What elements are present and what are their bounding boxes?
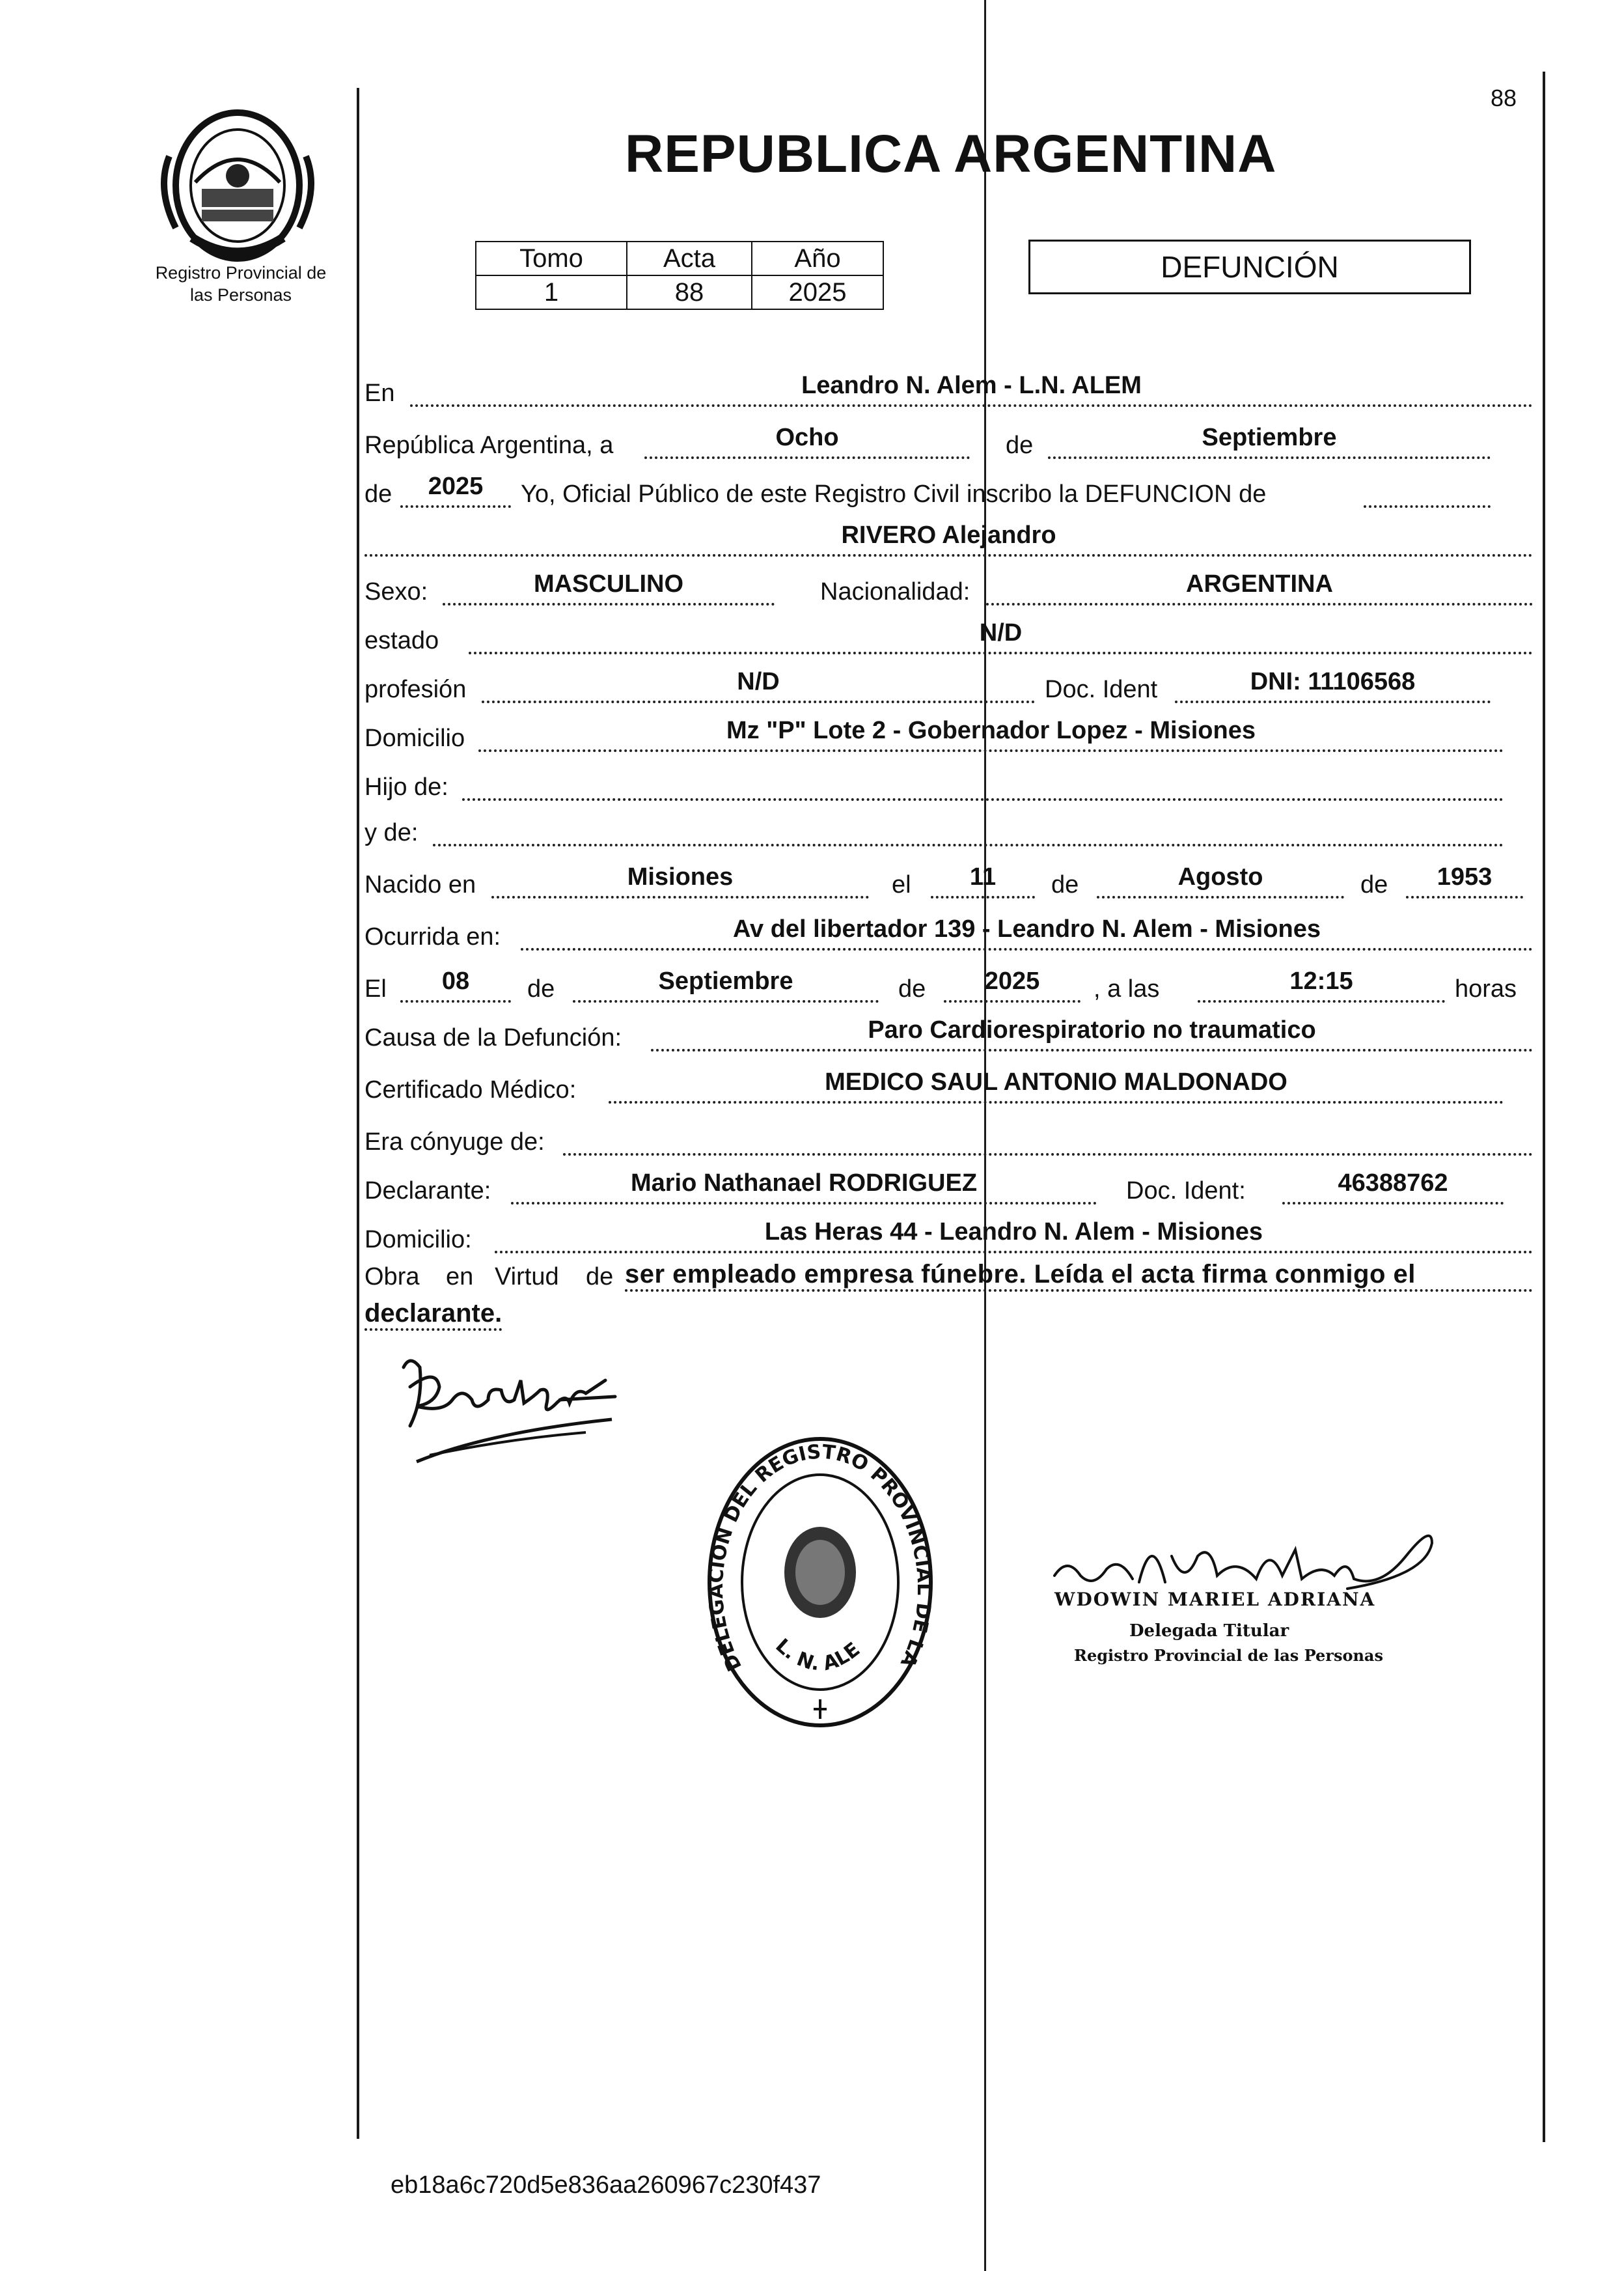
label-obra-de: de [586, 1263, 614, 1290]
record-table [475, 241, 884, 310]
label-hijo-de: Hijo de: [365, 773, 448, 801]
value-domicilio-declarante: Las Heras 44 - Leandro N. Alem - Misiones [764, 1218, 1263, 1246]
header-anio: Año [752, 242, 883, 275]
registry-label [130, 262, 351, 306]
label-sexo: Sexo: [365, 578, 428, 606]
left-margin-rule [357, 88, 359, 2139]
label-doc-ident: Doc. Ident [1045, 676, 1158, 703]
row-fecha-inscripcion [365, 420, 1533, 462]
field-nacionalidad [986, 566, 1533, 606]
value-fecha-anio: 2025 [984, 968, 1040, 995]
registry-label-line2: las Personas [189, 285, 292, 305]
label-nacido-en: Nacido en [365, 871, 476, 899]
value-certificado: MEDICO SAUL ANTONIO MALDONADO [825, 1068, 1287, 1096]
label-inscribo: Yo, Oficial Público de este Registro Civil inscribo la DEFUNCION de [521, 481, 1267, 508]
label-de-6: de [898, 975, 926, 1003]
field-anio [400, 469, 511, 508]
field-fecha-dia [400, 964, 511, 1003]
field-hora [1198, 964, 1445, 1003]
value-declarante-doc: 46388762 [1338, 1169, 1448, 1197]
header-tomo: Tomo [476, 242, 627, 275]
signatory-office: Registro Provincial de las Personas [1074, 1646, 1383, 1665]
field-domicilio [478, 713, 1504, 752]
value-acta: 88 [627, 275, 752, 309]
field-profesion [482, 664, 1035, 703]
label-declarante: Declarante: [365, 1177, 491, 1205]
row-domicilio-declarante [365, 1214, 1533, 1256]
value-causa: Paro Cardiorespiratorio no traumatico [868, 1016, 1316, 1044]
value-obra-texto: ser empleado empresa fúnebre. Leída el acta firma conmigo el [625, 1260, 1533, 1292]
page-title: REPUBLICA ARGENTINA [625, 124, 1277, 184]
label-el-cap: El [365, 975, 387, 1003]
label-el: el [892, 871, 911, 899]
value-documento: DNI: 11106568 [1250, 668, 1416, 695]
field-ocurrida-en [521, 912, 1533, 951]
misiones-coat-of-arms-icon [156, 98, 319, 273]
row-y-de [365, 807, 1533, 849]
value-nacido-en: Misiones [627, 863, 734, 891]
value-hora: 12:15 [1289, 968, 1353, 995]
record-table-header-row [476, 242, 883, 275]
field-inscribo-blank [1364, 469, 1491, 508]
field-lugar [410, 368, 1533, 407]
value-tomo: 1 [476, 275, 627, 309]
label-de-1: de [1006, 432, 1034, 459]
row-nacimiento [365, 859, 1533, 901]
field-causa [651, 1012, 1533, 1052]
field-nacido-mes [1097, 859, 1344, 899]
label-obra: Obra [365, 1263, 420, 1290]
declarant-signature [391, 1341, 625, 1484]
label-obra-virtud: Virtud [495, 1263, 559, 1290]
value-estado: N/D [979, 619, 1023, 647]
field-documento [1175, 664, 1491, 703]
label-conyuge: Era cónyuge de: [365, 1128, 545, 1156]
row-profesion [365, 664, 1533, 706]
label-republica: República Argentina, a [365, 432, 614, 459]
row-inscripcion [365, 469, 1533, 510]
signatory-role: Delegada Titular [1129, 1621, 1289, 1641]
document-hash: eb18a6c720d5e836aa260967c230f437 [391, 2171, 821, 2199]
field-declarante-doc [1282, 1165, 1504, 1205]
value-mes: Septiembre [1202, 424, 1337, 451]
row-conyuge [365, 1117, 1533, 1158]
value-nacido-dia: 11 [969, 863, 997, 891]
row-lugar [365, 368, 1533, 410]
label-de-2: de [365, 481, 392, 508]
label-certificado: Certificado Médico: [365, 1076, 577, 1104]
label-causa: Causa de la Defunción: [365, 1024, 622, 1052]
value-nacido-anio: 1953 [1437, 863, 1493, 891]
value-sexo: MASCULINO [533, 570, 684, 598]
value-lugar: Leandro N. Alem - L.N. ALEM [801, 372, 1142, 399]
value-nacido-mes: Agosto [1177, 863, 1263, 891]
label-nacionalidad: Nacionalidad: [820, 578, 970, 606]
value-profesion: N/D [737, 668, 780, 695]
record-table-value-row [476, 275, 883, 309]
field-nombre [365, 518, 1533, 557]
label-de-5: de [527, 975, 555, 1003]
right-margin-rule [1543, 72, 1545, 2142]
registry-label-line1: Registro Provincial de [155, 263, 327, 283]
value-ocurrida-en: Av del libertador 139 - Leandro N. Alem - Misiones [732, 915, 1321, 943]
label-de-4: de [1360, 871, 1388, 899]
field-mes [1048, 420, 1491, 459]
field-y-de [433, 807, 1504, 846]
value-anio: 2025 [752, 275, 883, 309]
row-causa [365, 1012, 1533, 1054]
field-declarante [511, 1165, 1097, 1205]
label-doc-ident-2: Doc. Ident: [1126, 1177, 1246, 1205]
row-fecha-defuncion [365, 964, 1533, 1005]
label-profesion: profesión [365, 676, 467, 703]
row-nombre [365, 518, 1533, 559]
value-anio: 2025 [428, 473, 484, 500]
field-fecha-anio [944, 964, 1080, 1003]
field-estado [469, 615, 1533, 654]
label-domicilio-2: Domicilio: [365, 1226, 472, 1253]
value-nacionalidad: ARGENTINA [1186, 570, 1333, 598]
value-dia-letras: Ocho [775, 424, 839, 451]
field-certificado [609, 1065, 1504, 1104]
field-conyuge [563, 1117, 1533, 1156]
value-domicilio: Mz "P" Lote 2 - Gobernador Lopez - Misiones [726, 717, 1256, 744]
field-nacido-anio [1406, 859, 1523, 899]
signatory-name: WDOWIN MARIEL ADRIANA [1054, 1589, 1376, 1610]
row-hijo-de [365, 762, 1533, 803]
label-horas: horas [1455, 975, 1517, 1003]
label-obra-en: en [446, 1263, 474, 1290]
row-certificado [365, 1065, 1533, 1106]
label-a-las: , a las [1094, 975, 1160, 1003]
label-en: En [365, 380, 395, 407]
value-nombre: RIVERO Alejandro [841, 522, 1056, 549]
page-number: 88 [1491, 85, 1517, 111]
row-ocurrida [365, 912, 1533, 953]
label-estado: estado [365, 627, 439, 654]
field-domicilio-declarante [495, 1214, 1533, 1253]
row-declarante [365, 1165, 1533, 1207]
field-nacido-dia [931, 859, 1035, 899]
field-dia-letras [644, 420, 970, 459]
value-obra-texto-cont: declarante. [365, 1299, 502, 1331]
label-ocurrida-en: Ocurrida en: [365, 923, 501, 951]
label-domicilio: Domicilio [365, 725, 465, 752]
label-y-de: y de: [365, 819, 419, 846]
field-hijo-de [462, 762, 1504, 801]
value-fecha-mes: Septiembre [658, 968, 793, 995]
field-sexo [443, 566, 775, 606]
row-estado [365, 615, 1533, 657]
field-nacido-en [491, 859, 869, 899]
row-sexo [365, 566, 1533, 608]
value-declarante: Mario Nathanael RODRIGUEZ [630, 1169, 978, 1197]
seal-text-bottom: L. N. ALE [771, 1634, 864, 1676]
field-fecha-mes [573, 964, 879, 1003]
seal-text-top: DELEGACION DEL REGISTRO PROVINCIAL DE LA [704, 1440, 936, 1675]
document-type-box: DEFUNCIÓN [1028, 240, 1471, 294]
label-de-3: de [1051, 871, 1079, 899]
official-seal [703, 1432, 937, 1732]
value-fecha-dia: 08 [441, 968, 470, 995]
header-acta: Acta [627, 242, 752, 275]
row-domicilio [365, 713, 1533, 755]
